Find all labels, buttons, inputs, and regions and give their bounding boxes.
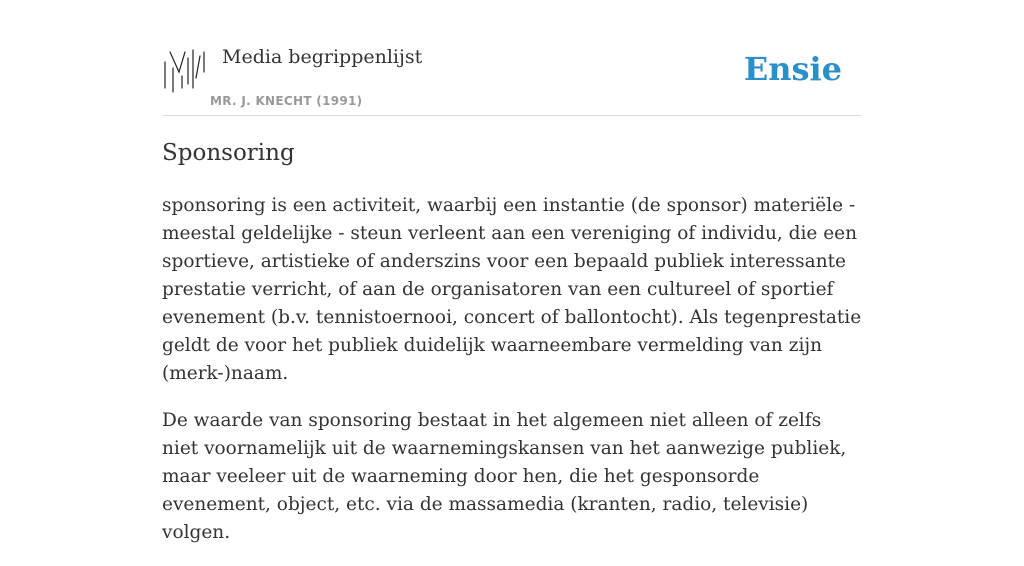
- book-title[interactable]: Media begrippenlijst: [222, 46, 423, 68]
- paragraph: De waarde van sponsoring bestaat in het algemeen niet alleen of zelfs niet voornamelijk uit de waarnemingskansen van het aanwezige publiek, maar veeleer uit de waarneming door hen, die het gesponsorde evenement, object, etc. via de massamedia (kranten, radio, televisie) volgen.: [162, 410, 847, 543]
- article-body: [162, 192, 862, 566]
- header: [162, 40, 862, 116]
- ensie-brand-link[interactable]: Ensie: [743, 50, 842, 88]
- media-m-logo-icon: [162, 48, 208, 94]
- paragraph: sponsoring is een activiteit, waarbij een instantie (de sponsor) materiële - meestal geldelijke - steun verleent aan een vereniging of individu, die een sportieve, artistieke of anderszins voor een bepaald publiek interessante prestatie verricht, of aan de organisatoren van een cultureel of sportief evenement (b.v. tennistoernooi, concert of ballontocht). Als tegenprestatie geldt de voor het publiek duidelijk waarneembare vermelding van zijn (merk-)naam.: [162, 195, 862, 384]
- page-title: Sponsoring: [162, 140, 295, 166]
- author-credit: MR. J. KNECHT (1991): [210, 94, 363, 108]
